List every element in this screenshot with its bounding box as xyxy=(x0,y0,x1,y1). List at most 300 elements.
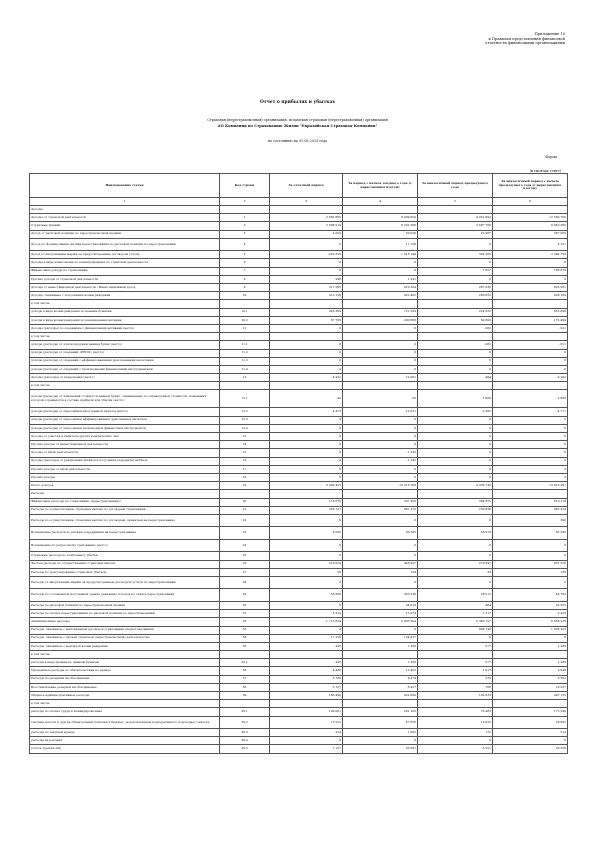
value-ytd-prior: 13 416 267 xyxy=(493,482,568,490)
value-ytd-current xyxy=(343,333,418,341)
value-prior-period: 6 551 xyxy=(418,745,493,753)
value-reporting-period: 0 xyxy=(270,416,343,424)
row-code: 10.2 xyxy=(220,316,270,324)
row-code: 38 xyxy=(220,683,270,691)
value-reporting-period xyxy=(270,490,343,498)
value-prior-period: 0 xyxy=(418,465,493,473)
row-code: 29 xyxy=(220,589,270,602)
header-ytd-prior: За аналогичный период с начала предыдущего года (с нарастающим итогом) xyxy=(493,174,568,198)
table-row xyxy=(30,708,568,716)
row-label: Доход от рисковой позиции по перестраховочной премии xyxy=(30,230,220,238)
value-ytd-current: 0 xyxy=(343,341,418,349)
value-ytd-prior: 65 246 xyxy=(493,527,568,540)
value-reporting-period xyxy=(270,651,343,659)
row-code: 6 xyxy=(220,259,270,267)
value-ytd-prior: 514 xyxy=(493,729,568,737)
row-label: в том числе: xyxy=(30,700,220,708)
value-ytd-prior: 2 946 xyxy=(493,667,568,675)
value-reporting-period: 4 431 xyxy=(270,374,343,382)
value-reporting-period: 245 394 xyxy=(270,308,343,316)
row-label: расходы на рекламу xyxy=(30,737,220,745)
value-reporting-period: 318 624 xyxy=(270,560,343,568)
row-code: 14 xyxy=(220,441,270,449)
value-ytd-prior xyxy=(493,206,568,214)
value-prior-period: -282 xyxy=(418,341,493,349)
value-ytd-prior: 0 xyxy=(493,576,568,589)
value-reporting-period: 0 xyxy=(270,449,343,457)
value-prior-period: 7 657 xyxy=(418,267,493,275)
value-ytd-current: 47 656 xyxy=(343,716,418,729)
value-reporting-period: 328 127 xyxy=(270,506,343,514)
value-reporting-period: 0 xyxy=(270,324,343,332)
table-row xyxy=(30,601,568,609)
table-row xyxy=(30,408,568,416)
row-label: Прочие доходы от иной деятельности xyxy=(30,465,220,473)
table-row xyxy=(30,552,568,560)
value-reporting-period: 2 898 919 xyxy=(270,222,343,230)
table-row xyxy=(30,251,568,259)
row-code: 39.5 xyxy=(220,745,270,753)
value-ytd-current: 10 318 789 xyxy=(343,482,418,490)
value-prior-period: 0 xyxy=(418,349,493,357)
value-ytd-current: 0 xyxy=(343,324,418,332)
table-row xyxy=(30,433,568,441)
value-prior-period: 22 987 xyxy=(418,230,493,238)
units-label: (в тысячах тенге) xyxy=(529,169,561,173)
row-label: Расходы по отложенной полученной оценке денежных потоков по оплате перестрахования xyxy=(30,589,220,602)
value-ytd-prior: 1 626 423 xyxy=(493,626,568,634)
value-ytd-prior: -2 102 xyxy=(493,374,568,382)
value-reporting-period: 0 xyxy=(270,357,343,365)
row-code: 18 xyxy=(220,473,270,481)
value-ytd-current: 11 726 xyxy=(343,238,418,251)
row-code: 11.4 xyxy=(220,365,270,373)
row-label: Процентные расходы по обязательствам по аренде xyxy=(30,667,220,675)
row-label: Доходы, связанные с получением вознаграждения xyxy=(30,292,220,300)
value-ytd-prior xyxy=(493,333,568,341)
row-code: 12.2 xyxy=(220,408,270,416)
row-code: 21 xyxy=(220,506,270,514)
table-row xyxy=(30,498,568,506)
table-body xyxy=(30,206,568,754)
value-ytd-prior: 828 184 xyxy=(493,292,568,300)
value-reporting-period xyxy=(270,700,343,708)
value-ytd-prior: 819 116 xyxy=(493,498,568,506)
value-reporting-period: 15 522 xyxy=(270,716,343,729)
table-row xyxy=(30,341,568,349)
value-ytd-current: 0 xyxy=(343,539,418,552)
value-ytd-prior: 4 151 xyxy=(493,238,568,251)
row-code: 22 xyxy=(220,514,270,527)
row-label: Расходы по осуществлению страховых выплат по договорам, принятым на перестрахование xyxy=(30,514,220,527)
value-reporting-period: 7 127 xyxy=(270,745,343,753)
value-prior-period: 0 xyxy=(418,259,493,267)
value-ytd-prior: 0 xyxy=(493,416,568,424)
row-label: Доходы от иной деятельности xyxy=(30,449,220,457)
value-prior-period: 0 xyxy=(418,441,493,449)
value-ytd-current xyxy=(343,651,418,659)
value-prior-period: 0 xyxy=(418,238,493,251)
row-code: 9 xyxy=(220,284,270,292)
table-row xyxy=(30,560,568,568)
value-prior-period: 1 317 xyxy=(418,610,493,618)
row-code: 15 xyxy=(220,449,270,457)
value-reporting-period: 0 xyxy=(270,576,343,589)
table-row xyxy=(30,292,568,300)
value-ytd-prior: 6 592 xyxy=(493,675,568,683)
row-code: 17 xyxy=(220,465,270,473)
value-ytd-current: 1 241 xyxy=(343,275,418,283)
value-ytd-current: 0 xyxy=(343,259,418,267)
appendix-note xyxy=(415,32,565,46)
row-label: Прочие доходы от страховой деятельности xyxy=(30,275,220,283)
value-prior-period: 286 852 xyxy=(418,292,493,300)
appendix-line-1: Приложение 10 xyxy=(534,32,565,36)
value-ytd-current: -12 081 xyxy=(343,374,418,382)
row-label: Чистые расходы по осуществлению страховых выплат xyxy=(30,560,220,568)
table-row xyxy=(30,382,568,390)
row-code: 39.4 xyxy=(220,737,270,745)
value-ytd-current xyxy=(343,490,418,498)
row-code: 24 xyxy=(220,539,270,552)
value-reporting-period: 443 xyxy=(270,659,343,667)
value-prior-period: 33 xyxy=(418,568,493,576)
value-reporting-period: 2 682 860 xyxy=(270,214,343,222)
row-code: 8 xyxy=(220,275,270,283)
value-ytd-prior: 1 289 xyxy=(493,642,568,650)
table-row xyxy=(30,659,568,667)
value-ytd-prior: 962 414 xyxy=(493,506,568,514)
row-label: Доходы в виде комиссионного вознаграждения по страховой деятельности xyxy=(30,259,220,267)
table-row xyxy=(30,424,568,432)
value-reporting-period: -17 226 xyxy=(270,634,343,642)
value-reporting-period xyxy=(270,382,343,390)
value-prior-period: 28 979 xyxy=(418,527,493,540)
row-label: Финансовые доходы по страхованию xyxy=(30,267,220,275)
value-ytd-current: 0 xyxy=(343,465,418,473)
value-prior-period: 224 052 xyxy=(418,308,493,316)
row-label: Расходы xyxy=(30,490,220,498)
value-prior-period: 2 349 157 xyxy=(418,618,493,626)
row-code: 39.2 xyxy=(220,716,270,729)
value-reporting-period: 0 xyxy=(270,433,343,441)
row-label: Доход по формированию актива перестрахования по рисковой позиции по перестрахованию xyxy=(30,238,220,251)
row-code: 12 xyxy=(220,374,270,382)
value-reporting-period: 317 585 xyxy=(270,284,343,292)
value-reporting-period: 3 127 xyxy=(270,683,343,691)
table-header-row xyxy=(30,174,568,198)
value-reporting-period: 1 713 624 xyxy=(270,618,343,626)
value-ytd-current: 0 xyxy=(343,441,418,449)
value-ytd-current xyxy=(343,700,418,708)
value-ytd-prior: 173 240 xyxy=(493,708,568,716)
value-ytd-current: 0 xyxy=(343,349,418,357)
row-label: Финансовые расходы по страхованию (перестрахованию) xyxy=(30,498,220,506)
value-prior-period: 162 633 xyxy=(418,692,493,700)
row-label: Возмещение по регрессному требованию (нетто) xyxy=(30,539,220,552)
row-label: доходы (расходы) от переоценки иностранной валюты (нетто) xyxy=(30,408,220,416)
value-reporting-period: 0 xyxy=(270,514,343,527)
value-prior-period: 270 847 xyxy=(418,560,493,568)
row-label: доходы (расходы) от операций с производными финансовыми инструментами xyxy=(30,365,220,373)
value-ytd-current: 0 xyxy=(343,576,418,589)
row-code xyxy=(220,206,270,214)
value-prior-period xyxy=(418,382,493,390)
organization-type: Страховая (перестраховочная) организация, исламская страховая (перестраховочная) организация xyxy=(207,118,388,122)
value-ytd-current: -1 245 xyxy=(343,457,418,465)
value-ytd-prior xyxy=(493,300,568,308)
value-prior-period: 0 xyxy=(418,275,493,283)
income-statement-table xyxy=(29,173,568,754)
column-number: 2 xyxy=(220,198,270,206)
value-reporting-period: 3 000 455 xyxy=(270,482,343,490)
value-reporting-period: 5 520 xyxy=(270,610,343,618)
value-ytd-current: 8 291 306 xyxy=(343,222,418,230)
header-reporting-period: За отчетный период xyxy=(270,174,343,198)
value-reporting-period: 443 xyxy=(270,642,343,650)
row-code: 10.1 xyxy=(220,308,270,316)
column-number: 5 xyxy=(418,198,493,206)
value-ytd-prior: 837 556 xyxy=(493,560,568,568)
table-row xyxy=(30,539,568,552)
row-label: Доходы от участия в капитале других юридических лиц xyxy=(30,433,220,441)
row-label: Расходы по осуществлению страховых выплат по договорам страхования xyxy=(30,506,220,514)
row-label: доходы (расходы) от переоценки производных финансовых инструментов xyxy=(30,424,220,432)
row-code: 11.1 xyxy=(220,341,270,349)
form-label: Форма xyxy=(545,155,557,159)
table-row xyxy=(30,675,568,683)
row-label: доходы (расходы) от изменения стоимости ценных бумаг, оцениваемых по справедливой стоимости, изменения которой отражаются в составе прибыли или убытка (нетто) xyxy=(30,390,220,408)
value-ytd-current: 0 xyxy=(343,365,418,373)
value-reporting-period: 0 xyxy=(270,457,343,465)
value-ytd-current: -1 245 xyxy=(343,449,418,457)
appendix-line-2: к Правилам представления финансовой xyxy=(488,36,565,41)
table-row xyxy=(30,482,568,490)
row-label: текущие налоги и другие обязательные платежи в бюджет, за исключением корпоративного подоходного налога xyxy=(30,716,220,729)
value-ytd-prior: 26 358 xyxy=(493,745,568,753)
column-number: 1 xyxy=(30,198,220,206)
row-code: 23 xyxy=(220,527,270,540)
value-ytd-prior: 0 xyxy=(493,634,568,642)
header-prior-period: За аналогичный период предыдущего года xyxy=(418,174,493,198)
value-ytd-current: 5 495 304 xyxy=(343,618,418,626)
table-row xyxy=(30,238,568,251)
value-reporting-period: 6 786 xyxy=(270,675,343,683)
value-ytd-current: 1 062 xyxy=(343,729,418,737)
table-row xyxy=(30,490,568,498)
table-row xyxy=(30,284,568,292)
value-prior-period: 464 xyxy=(418,601,493,609)
table-row xyxy=(30,745,568,753)
value-prior-period: 498 142 xyxy=(418,626,493,634)
value-reporting-period: 0 xyxy=(270,539,343,552)
value-ytd-current: 0 xyxy=(343,267,418,275)
table-row xyxy=(30,390,568,408)
value-prior-period xyxy=(418,333,493,341)
value-prior-period: 259 826 xyxy=(418,506,493,514)
value-ytd-prior: 172 494 xyxy=(493,316,568,324)
value-reporting-period: 4 473 xyxy=(270,408,343,416)
row-label: Расходы по рисковой позиции по перестраховочной премии xyxy=(30,601,220,609)
value-ytd-prior: 0 xyxy=(493,349,568,357)
table-row xyxy=(30,737,568,745)
table-row xyxy=(30,214,568,222)
table-row xyxy=(30,527,568,540)
row-label: Расходы по урегулированию страховых убытков xyxy=(30,568,220,576)
row-label: Аквизиционные расходы xyxy=(30,618,220,626)
value-prior-period: 0 xyxy=(418,433,493,441)
table-row xyxy=(30,222,568,230)
table-row xyxy=(30,610,568,618)
table-row xyxy=(30,259,568,267)
row-label: услуги третьих лиц xyxy=(30,745,220,753)
row-code: 31 xyxy=(220,610,270,618)
table-row xyxy=(30,324,568,332)
value-ytd-current: 0 xyxy=(343,357,418,365)
value-ytd-prior xyxy=(493,651,568,659)
value-ytd-prior: 1 289 xyxy=(493,659,568,667)
value-ytd-prior: 0 xyxy=(493,449,568,457)
value-prior-period xyxy=(418,490,493,498)
row-code: 12.1 xyxy=(220,390,270,408)
row-label: Доходы (расходы) по операциям с финансовыми активами (нетто) xyxy=(30,324,220,332)
table-row xyxy=(30,465,568,473)
table-row xyxy=(30,692,568,700)
value-ytd-prior: 0 xyxy=(493,259,568,267)
row-code: 35.1 xyxy=(220,659,270,667)
value-prior-period xyxy=(418,206,493,214)
value-ytd-prior: 0 xyxy=(493,465,568,473)
value-reporting-period: 0 xyxy=(270,238,343,251)
table-row xyxy=(30,626,568,634)
row-label: Доходы от инвестиционной деятельности / Инвестиционный доход xyxy=(30,284,220,292)
value-ytd-prior: 0 xyxy=(493,275,568,283)
row-label: Страховые расходы по компоненту убытка xyxy=(30,552,220,560)
value-ytd-prior: 6 038 235 xyxy=(493,618,568,626)
value-reporting-period: 109 061 xyxy=(270,708,343,716)
table-row xyxy=(30,683,568,691)
report-date: по состоянию на 01.08.2025 года xyxy=(267,139,328,143)
table-row xyxy=(30,618,568,626)
row-label: Расходы, связанные с выполнением договоров страхования (перестрахования) xyxy=(30,626,220,634)
value-prior-period: 577 xyxy=(418,642,493,650)
value-reporting-period: 0 xyxy=(270,349,343,357)
value-ytd-prior: 390 xyxy=(493,514,568,527)
value-prior-period: 0 xyxy=(418,424,493,432)
value-reporting-period: 0 xyxy=(270,341,343,349)
value-prior-period xyxy=(418,300,493,308)
row-code: 39.3 xyxy=(220,729,270,737)
value-ytd-prior: 0 xyxy=(493,473,568,481)
row-label: Восстановление резервов на обесценение xyxy=(30,683,220,691)
row-code: 37 xyxy=(220,675,270,683)
value-ytd-current: 0 xyxy=(343,626,418,634)
value-ytd-current: 1 350 xyxy=(343,642,418,650)
document-title: Отчет о прибылях и убытках xyxy=(260,100,335,105)
value-reporting-period: -220 359 xyxy=(270,251,343,259)
row-label: Доходы xyxy=(30,206,220,214)
row-code xyxy=(220,300,270,308)
value-ytd-prior: 0 xyxy=(493,457,568,465)
value-ytd-current: 721 599 xyxy=(343,308,418,316)
value-ytd-prior: 0 xyxy=(493,539,568,552)
row-code: 12.4 xyxy=(220,424,270,432)
value-reporting-period: 0 xyxy=(270,441,343,449)
value-ytd-current: 134 927 xyxy=(343,634,418,642)
value-ytd-prior: 2 669 xyxy=(493,390,568,408)
table-row xyxy=(30,651,568,659)
table-row xyxy=(30,700,568,708)
value-ytd-prior: 0 xyxy=(493,424,568,432)
row-code: 33 xyxy=(220,626,270,634)
row-label: доходы в виде вознаграждения по размещенным вкладам xyxy=(30,316,220,324)
value-ytd-prior: 655 690 xyxy=(493,308,568,316)
value-prior-period: 0 xyxy=(418,737,493,745)
value-prior-period: 0 xyxy=(418,473,493,481)
row-label: Общие и административные расходы xyxy=(30,692,220,700)
value-ytd-current: 1 350 xyxy=(343,659,418,667)
table-row xyxy=(30,589,568,602)
value-ytd-current: 263 536 xyxy=(343,589,418,602)
row-label: Расходы по оплате перестрахования по рисковой позиции по перестрахованию xyxy=(30,610,220,618)
row-label: в том числе: xyxy=(30,333,220,341)
appendix-line-3: отчетности финансовыми организациями xyxy=(485,41,565,46)
row-label: доходы (расходы) от переоценки аффинированных драгоценных металлов xyxy=(30,416,220,424)
header-item-name: Наименование статьи xyxy=(30,174,220,198)
value-ytd-current: 15 974 xyxy=(343,610,418,618)
row-code: 20 xyxy=(220,498,270,506)
value-prior-period: 0 xyxy=(418,457,493,465)
row-label: Итого доходов xyxy=(30,482,220,490)
table-row xyxy=(30,230,568,238)
value-ytd-prior: 407 125 xyxy=(493,692,568,700)
row-label: Расходы от амортизации маржи за предусмотренные договором услуги по перестрахованию xyxy=(30,576,220,589)
value-ytd-current xyxy=(343,382,418,390)
row-code: 16 xyxy=(220,457,270,465)
table-row xyxy=(30,416,568,424)
table-row xyxy=(30,667,568,675)
value-prior-period: 0 xyxy=(418,449,493,457)
table-row xyxy=(30,634,568,642)
value-prior-period: 0 xyxy=(418,514,493,527)
table-row xyxy=(30,365,568,373)
value-ytd-prior: 0 xyxy=(493,433,568,441)
row-code: 25 xyxy=(220,552,270,560)
table-row xyxy=(30,449,568,457)
value-prior-period: 4 052 692 xyxy=(418,214,493,222)
row-code: 10 xyxy=(220,292,270,300)
value-reporting-period xyxy=(270,300,343,308)
value-ytd-current: 922 465 xyxy=(343,292,418,300)
value-ytd-current: 20 697 xyxy=(343,745,418,753)
value-reporting-period: 9 580 xyxy=(270,527,343,540)
value-ytd-current: 291 183 xyxy=(343,708,418,716)
value-prior-period: 18 832 xyxy=(418,716,493,729)
value-ytd-prior: 0 xyxy=(493,737,568,745)
value-ytd-current: 50 028 xyxy=(343,230,418,238)
value-ytd-prior: 0 xyxy=(493,357,568,365)
table-row xyxy=(30,514,568,527)
value-reporting-period: 313 156 xyxy=(270,292,343,300)
row-label: Доходы (расходы) от переоценки (нетто) xyxy=(30,374,220,382)
value-ytd-prior: 0 xyxy=(493,365,568,373)
table-row xyxy=(30,308,568,316)
value-prior-period: 28 512 xyxy=(418,589,493,602)
row-code: 5 xyxy=(220,251,270,259)
row-label: Прочие доходы xyxy=(30,473,220,481)
value-reporting-period: 0 xyxy=(270,267,343,275)
value-prior-period: 4 339 730 xyxy=(418,482,493,490)
